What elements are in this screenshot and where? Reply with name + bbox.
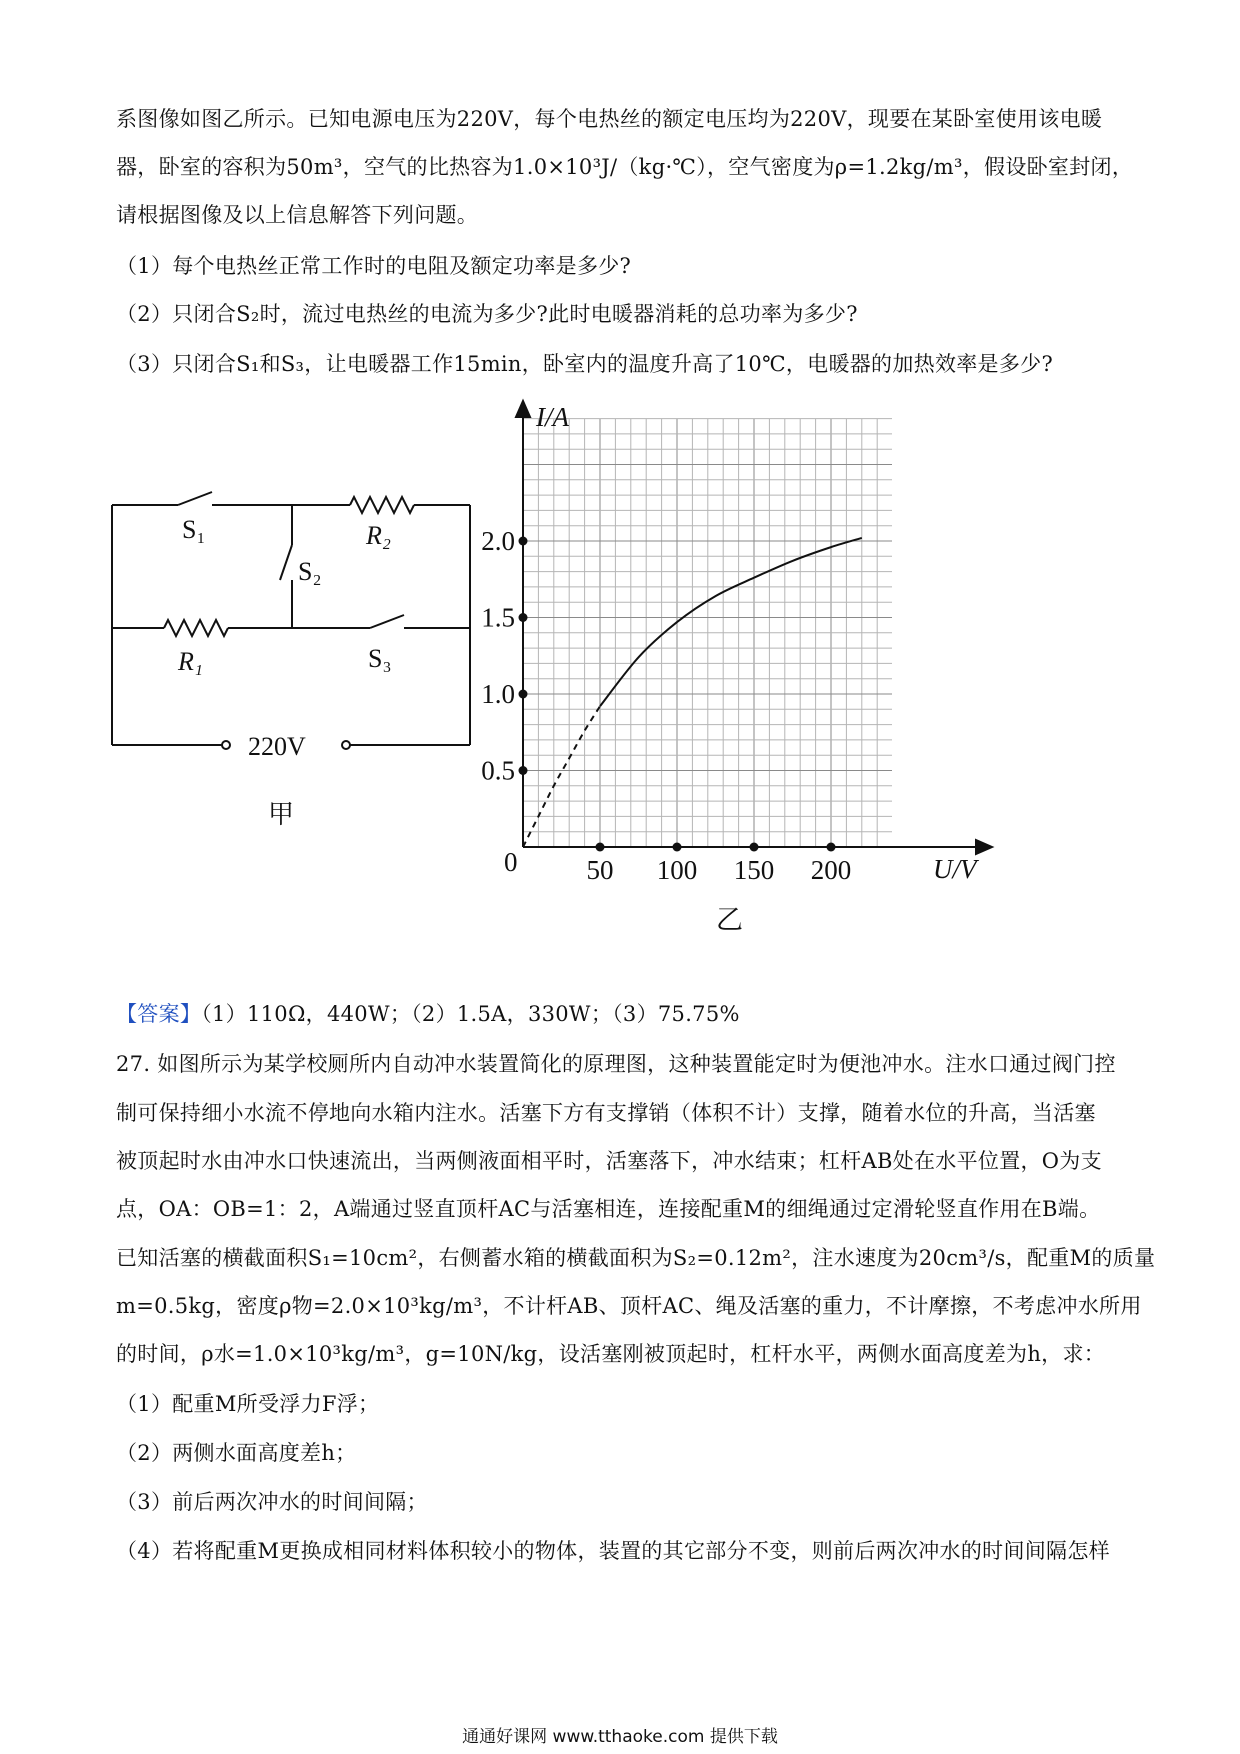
- text-line: 系图像如图乙所示。已知电源电压为220V，每个电热丝的额定电压均为220V，现要在某卧室使用该电暖: [116, 107, 1103, 131]
- q27-line: 被顶起时水由冲水口快速流出，当两侧液面相平时，活塞落下，冲水结束；杠杆AB处在水平位置，O为支: [116, 1149, 1102, 1173]
- q27-line: m=0.5kg，密度ρ物=2.0×10³kg/m³，不计杆AB、顶杆AC、绳及活塞的重力，不计摩擦，不考虑冲水所用: [116, 1294, 1142, 1318]
- q27-sub-1: （1）配重M所受浮力F浮；: [116, 1392, 380, 1416]
- x-tick-dot: [673, 843, 682, 852]
- x-tick-dot: [750, 843, 759, 852]
- y-tick-label: 2.0: [481, 526, 515, 556]
- switch-s2-label: S₂: [298, 557, 322, 586]
- q27-sub-2: （2）两侧水面高度差h；: [116, 1441, 357, 1465]
- graph-caption: 乙: [716, 905, 743, 936]
- resistor-r1-label: R₁: [178, 647, 203, 676]
- y-tick-dot: [519, 766, 528, 775]
- q27-line: 制可保持细小水流不停地向水箱内注水。活塞下方有支撑销（体积不计）支撑，随着水位的升高，当活塞: [116, 1101, 1096, 1125]
- switch-s1-label: S₁: [182, 515, 206, 544]
- q27-sub-3: （3）前后两次冲水的时间间隔；: [116, 1490, 428, 1514]
- y-tick-dot: [519, 613, 528, 622]
- circuit-diagram: [100, 470, 490, 850]
- y-tick-label: 1.5: [481, 602, 515, 633]
- voltage-label: 220V: [248, 732, 306, 761]
- answer-tag: 【答案】: [116, 1002, 202, 1026]
- question-3: （3）只闭合S₁和S₃，让电暖器工作15min，卧室内的温度升高了10℃，电暖器的加热效率是多少?: [116, 352, 1054, 376]
- y-tick-dot: [519, 690, 528, 699]
- curve-solid-segment: [600, 538, 862, 706]
- switch-s3-label: S₃: [368, 644, 392, 673]
- x-tick-label: 100: [656, 855, 698, 885]
- q27-line: 点，OA：OB=1：2，A端通过竖直顶杆AC与活塞相连，连接配重M的细绳通过定滑轮竖直作用在B端。: [116, 1197, 1101, 1221]
- question-1: （1）每个电热丝正常工作时的电阻及额定功率是多少?: [116, 254, 632, 278]
- q27-line: 的时间，ρ水=1.0×10³kg/m³，g=10N/kg，设活塞刚被顶起时，杠杆水平，两侧水面高度差为h，求：: [116, 1342, 1106, 1366]
- origin-label: 0: [504, 847, 518, 877]
- y-tick-dot: [519, 537, 528, 546]
- curve-dashed-segment: [523, 706, 600, 847]
- q27-line: 27. 如图所示为某学校厕所内自动冲水装置简化的原理图，这种装置能定时为便池冲水。注水口通过阀门控: [116, 1052, 1116, 1076]
- x-tick-label: 50: [586, 855, 614, 885]
- text-line: 请根据图像及以上信息解答下列问题。: [116, 203, 479, 227]
- x-tick-label: 200: [810, 855, 852, 885]
- circuit-caption: 甲: [268, 800, 295, 830]
- y-tick-label: 1.0: [481, 679, 515, 709]
- x-axis-label: U/V: [933, 854, 977, 884]
- text-line: 器，卧室的容积为50m³，空气的比热容为1.0×10³J/（kg·℃），空气密度为ρ=1.2kg/m³，假设卧室封闭，: [116, 155, 1134, 179]
- question-2: （2）只闭合S₂时，流过电热丝的电流为多少?此时电暖器消耗的总功率为多少?: [116, 302, 858, 326]
- x-tick-dot: [596, 843, 605, 852]
- x-tick-dot: [827, 843, 836, 852]
- page-footer: 通通好课网 www.tthaoke.com 提供下载: [462, 1727, 778, 1747]
- q27-line: 已知活塞的横截面积S₁=10cm²，右侧蓄水箱的横截面积为S₂=0.12m²，注水速度为20cm³/s，配重M的质量: [116, 1246, 1156, 1270]
- resistor-r2-label: R₂: [366, 521, 391, 550]
- y-tick-label: 0.5: [481, 755, 515, 786]
- x-tick-label: 150: [733, 855, 775, 885]
- answer-text: （1）110Ω，440W；（2）1.5A，330W；（3）75.75%: [201, 1002, 740, 1026]
- y-axis-label: I/A: [536, 402, 569, 432]
- iu-graph: [470, 395, 1010, 945]
- answer-line: [116, 1000, 740, 1028]
- q27-sub-4: （4）若将配重M更换成相同材料体积较小的物体，装置的其它部分不变，则前后两次冲水的时间间隔怎样: [116, 1539, 1110, 1563]
